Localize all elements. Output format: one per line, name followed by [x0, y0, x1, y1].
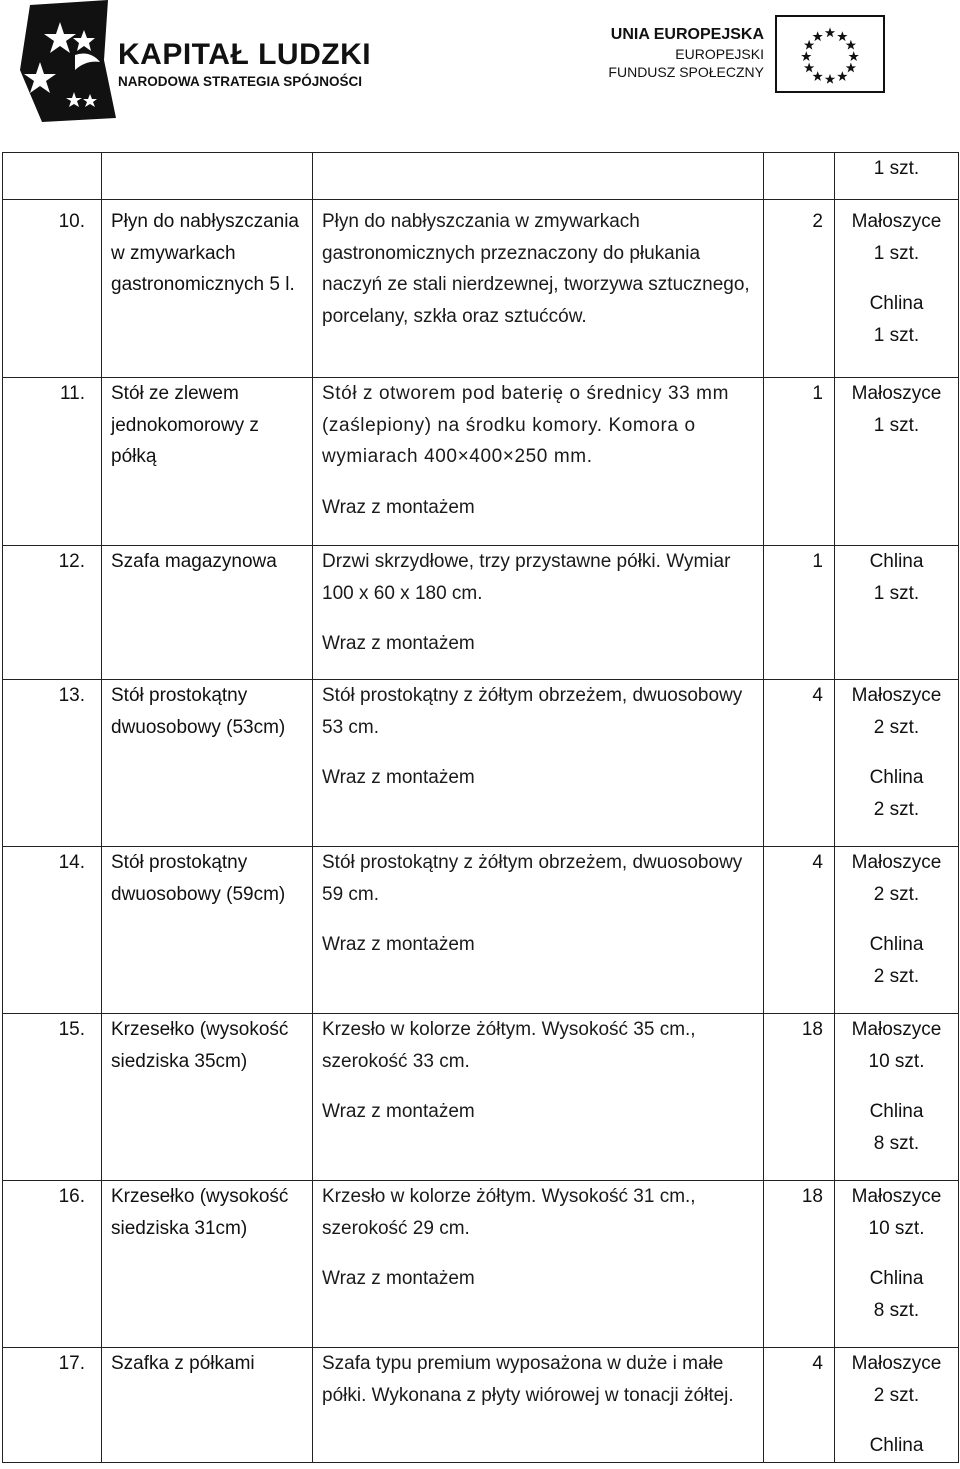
row-note: Wraz z montażem [322, 496, 475, 518]
row-quantity: 4 [764, 680, 835, 847]
location-name: Chlina [869, 934, 924, 955]
row-description: Szafa typu premium wyposażona w duże i małe półki. Wykonana z płyty wiórowej w tonacji żółtej. [313, 1348, 764, 1463]
row-description: Płyn do nabłyszczania w zmywarkach gastronomicznych przeznaczony do płukania naczyń ze stali nierdzewnej, tworzywa sztucznego, porcelany, szkła oraz sztućców. [313, 200, 764, 378]
table-row [3, 1014, 959, 1181]
table-row-carry [3, 153, 959, 200]
eu-line2: EUROPEJSKI [675, 46, 764, 62]
row-description: Stół prostokątny z żółtym obrzeżem, dwuosobowy 59 cm. Wraz z montażem [313, 847, 764, 1014]
location-name: Chlina [869, 1435, 924, 1456]
table-row [3, 200, 959, 378]
row-quantity: 18 [764, 1014, 835, 1181]
row-locations [835, 200, 959, 378]
location-name: Chlina [869, 293, 924, 314]
location-qty: 2 szt. [873, 1384, 920, 1406]
table-row [3, 1181, 959, 1348]
row-locations [835, 378, 959, 546]
location-name: Małoszyce [851, 383, 942, 404]
location-qty: 2 szt. [873, 965, 920, 987]
row-description: Drzwi skrzydłowe, trzy przystawne półki. Wymiar 100 x 60 x 180 cm. Wraz z montażem [313, 546, 764, 680]
row-quantity: 4 [764, 847, 835, 1014]
row-description: Krzesło w kolorze żółtym. Wysokość 35 cm., szerokość 33 cm. Wraz z montażem [313, 1014, 764, 1181]
table-row [3, 680, 959, 847]
row-name: Krzesełko (wysokość siedziska 35cm) [102, 1014, 313, 1181]
items-table [2, 152, 959, 1463]
row-name: Krzesełko (wysokość siedziska 31cm) [102, 1181, 313, 1348]
location-qty: 1 szt. [873, 582, 920, 604]
row-quantity: 18 [764, 1181, 835, 1348]
row-description: Stół prostokątny z żółtym obrzeżem, dwuosobowy 53 cm. Wraz z montażem [313, 680, 764, 847]
kapital-ludzki-logo [20, 0, 380, 125]
row-locations [835, 680, 959, 847]
row-note: Wraz z montażem [322, 633, 475, 654]
location-qty: 10 szt. [868, 1217, 925, 1239]
location-qty: 2 szt. [873, 883, 920, 905]
location-name: Chlina [869, 1268, 924, 1289]
row-number: 17. [3, 1348, 102, 1463]
location-name: Małoszyce [851, 1019, 942, 1040]
eu-flag-icon [775, 15, 885, 93]
row-note: Wraz z montażem [322, 1101, 475, 1122]
location-name: Małoszyce [851, 1353, 942, 1374]
page-header [0, 0, 960, 130]
eu-line3: FUNDUSZ SPOŁECZNY [608, 64, 764, 80]
location-qty: 2 szt. [873, 798, 920, 820]
row-locations [835, 847, 959, 1014]
location-qty: 1 szt. [873, 414, 920, 436]
row-locations [835, 546, 959, 680]
row-quantity: 1 [764, 546, 835, 680]
row-note: Wraz z montażem [322, 1268, 475, 1289]
row-note: Wraz z montażem [322, 767, 475, 788]
table-row [3, 847, 959, 1014]
table-row [3, 378, 959, 546]
row-number: 16. [3, 1181, 102, 1348]
row-name: Stół prostokątny dwuosobowy (59cm) [102, 847, 313, 1014]
row-quantity: 1 [764, 378, 835, 546]
kl-title: KAPITAŁ LUDZKI [118, 38, 372, 71]
row-name: Szafka z półkami [102, 1348, 313, 1463]
location-name: Chlina [869, 1101, 924, 1122]
location-qty: 8 szt. [873, 1299, 920, 1321]
location-name: Małoszyce [851, 852, 942, 873]
table-row [3, 546, 959, 680]
carry-qty: 1 szt. [873, 158, 920, 179]
row-locations [835, 1181, 959, 1348]
row-number: 13. [3, 680, 102, 847]
eu-logo [608, 15, 892, 100]
location-qty: 8 szt. [873, 1132, 920, 1154]
location-name: Małoszyce [851, 1186, 942, 1207]
row-locations [835, 1014, 959, 1181]
row-number: 14. [3, 847, 102, 1014]
location-qty: 10 szt. [868, 1050, 925, 1072]
location-qty: 2 szt. [873, 716, 920, 738]
eu-text [608, 25, 764, 81]
location-name: Chlina [869, 551, 924, 572]
row-name: Stół ze zlewem jednokomorowy z półką [102, 378, 313, 546]
row-number: 10. [3, 200, 102, 378]
row-quantity: 2 [764, 200, 835, 378]
row-description: Krzesło w kolorze żółtym. Wysokość 31 cm., szerokość 29 cm. Wraz z montażem [313, 1181, 764, 1348]
row-name: Stół prostokątny dwuosobowy (53cm) [102, 680, 313, 847]
row-note: Wraz z montażem [322, 934, 475, 955]
location-name: Małoszyce [851, 211, 942, 232]
row-number: 12. [3, 546, 102, 680]
kl-subtitle: NARODOWA STRATEGIA SPÓJNOŚCI [118, 74, 363, 89]
row-name: Płyn do nabłyszczania w zmywarkach gastronomicznych 5 l. [102, 200, 313, 378]
row-name: Szafa magazynowa [102, 546, 313, 680]
location-qty: 1 szt. [873, 242, 920, 264]
location-name: Małoszyce [851, 685, 942, 706]
table-row [3, 1348, 959, 1463]
kapital-ludzki-emblem-icon [20, 0, 120, 125]
row-number: 11. [3, 378, 102, 546]
eu-line1: UNIA EUROPEJSKA [610, 26, 764, 43]
location-qty: 1 szt. [873, 324, 920, 346]
row-description: Stół z otworem pod baterię o średnicy 33 mm (zaślepiony) na środku komory. Komora o wymiarach 400×400×250 mm. Wraz z montażem [313, 378, 764, 546]
row-number: 15. [3, 1014, 102, 1181]
row-locations [835, 1348, 959, 1463]
row-quantity: 4 [764, 1348, 835, 1463]
location-name: Chlina [869, 767, 924, 788]
